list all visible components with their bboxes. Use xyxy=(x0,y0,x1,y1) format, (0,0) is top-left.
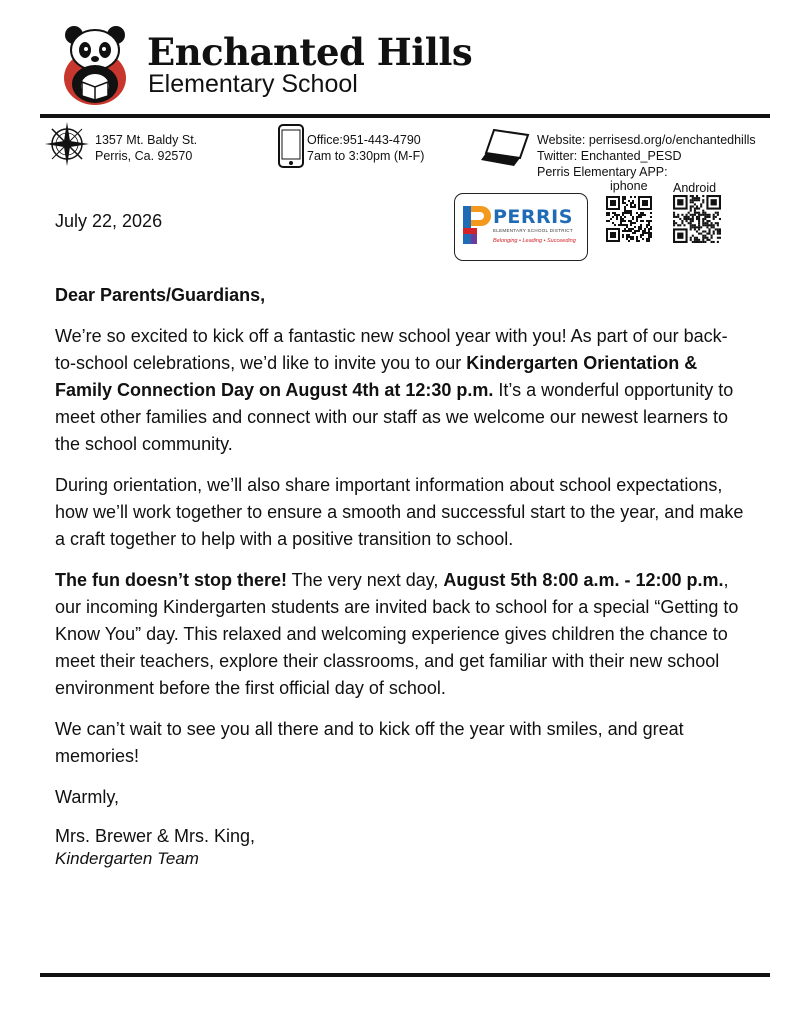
address-line-2: Perris, Ca. 92570 xyxy=(95,149,193,163)
school-name: Enchanted Hills xyxy=(147,30,473,74)
p3-text-d: , our incoming Kindergarten students are invited back to school for a special “Getting to Know You” day. This relaxed and welcoming experience gives children the chance to meet their teachers, explore their classrooms, and get familiar with their new school environment before the first official day of school. xyxy=(55,570,739,698)
closing: Warmly, xyxy=(55,787,119,807)
qr-iphone-label: iphone xyxy=(610,179,648,193)
perris-tagline: Belonging • Leading • Succeeding xyxy=(493,238,576,244)
address-line-1: 1357 Mt. Baldy St. xyxy=(95,133,198,147)
letter-body xyxy=(55,282,745,884)
school-subtitle: Elementary School xyxy=(148,70,358,98)
p1-text-c: It’s a wonderful opportunity to meet other families and connect with our staff as we welcome our newest learners to the school community. xyxy=(55,380,734,454)
school-logo xyxy=(62,26,128,106)
twitter-text: Twitter: Enchanted_PESD xyxy=(537,149,682,163)
compass-icon xyxy=(44,121,90,167)
paragraph-1 xyxy=(55,323,745,458)
panda-reading-icon xyxy=(62,26,128,106)
website-text: Website: perrisesd.org/o/enchantedhills xyxy=(537,133,756,147)
qr-android-label: Android xyxy=(673,181,717,195)
perris-p-icon xyxy=(461,204,491,246)
p3-text-b: The very next day, xyxy=(287,570,444,590)
p1-event-highlight: Kindergarten Orientation & Family Connection Day on August 4th at 12:30 p.m. xyxy=(55,353,698,400)
greeting: Dear Parents/Guardians, xyxy=(55,285,266,305)
top-divider xyxy=(40,114,770,118)
address-block xyxy=(95,132,197,164)
paragraph-2: During orientation, we’ll also share important information about school expectations, how we’ll work together to ensure a smooth and successful start to the year, and make a craft together to help with a positive transition to school. xyxy=(55,475,744,549)
perris-name: PERRIS xyxy=(493,206,573,228)
letter-date: July 22, 2026 xyxy=(55,211,163,231)
perris-subtitle: ELEMENTARY SCHOOL DISTRICT xyxy=(493,228,573,233)
p3-date-highlight: August 5th 8:00 a.m. - 12:00 p.m. xyxy=(443,570,724,590)
paragraph-3 xyxy=(55,567,745,702)
p1-text-a: We’re so excited to kick off a fantastic new school year with you! As part of our back-to-school celebrations, we’d like to invite you to our xyxy=(55,326,728,373)
signature-block xyxy=(55,825,745,870)
app-text: Perris Elementary APP: xyxy=(537,165,668,179)
signature: Mrs. Brewer & Mrs. King, xyxy=(55,826,256,846)
laptop-icon xyxy=(480,126,532,168)
qr-code-android[interactable] xyxy=(673,195,721,243)
web-block xyxy=(537,132,756,180)
p3-lead: The fun doesn’t stop there! xyxy=(55,570,287,590)
office-block xyxy=(307,132,424,164)
team-name: Kindergarten Team xyxy=(55,849,199,868)
perris-logo xyxy=(454,193,588,261)
bottom-divider xyxy=(40,973,770,977)
office-phone: Office:951-443-4790 xyxy=(307,133,421,147)
paragraph-4: We can’t wait to see you all there and to kick off the year with smiles, and great memories! xyxy=(55,719,684,766)
qr-code-iphone[interactable] xyxy=(606,196,652,242)
office-hours: 7am to 3:30pm (M-F) xyxy=(307,149,425,163)
phone-icon xyxy=(277,124,305,168)
